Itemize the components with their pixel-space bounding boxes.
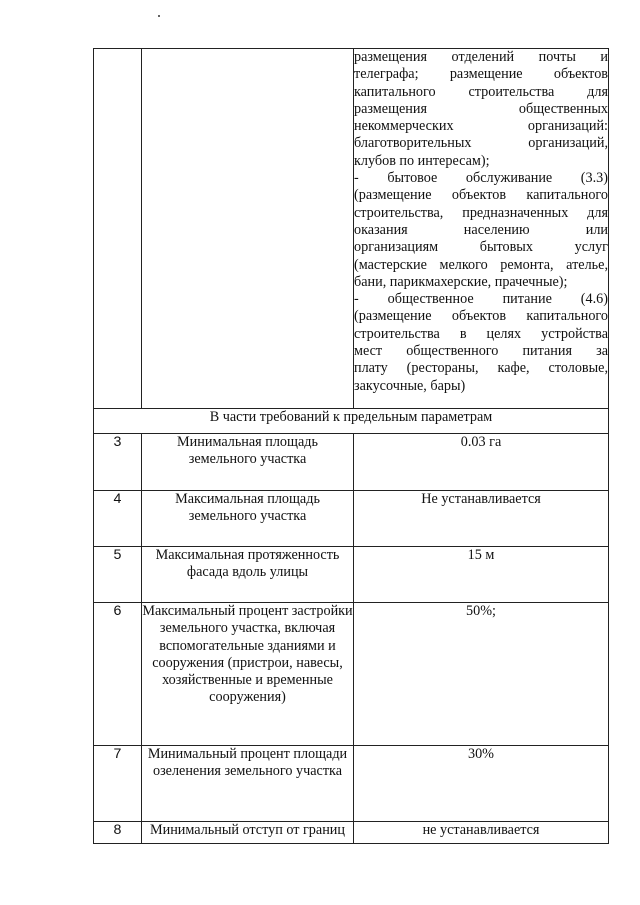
row-number: 4 [94,491,142,547]
text-line: - общественное питание (4.6) [354,291,608,308]
row-number: 5 [94,547,142,603]
text-line: размещения общественных [354,100,608,117]
table-row-continuation [94,49,609,409]
text-line: мест общественного питания за [354,343,608,360]
parameter-value: Не устанавливается [354,491,609,547]
table-row [94,434,609,491]
text-line: капитального строительства для [354,83,608,100]
text-line: оказания населению или [354,221,608,238]
row-number: 8 [94,822,142,844]
parameter-value: 15 м [354,547,609,603]
text-line: бани, парикмахерские, прачечные); [354,273,568,290]
parameter-name: Минимальный процент площади озеленения земельного участка [142,746,354,822]
table-row [94,603,609,746]
text-line: (размещение объектов капитального [354,308,608,325]
parameter-name: Минимальный отступ от границ [142,822,354,844]
row-number: 3 [94,434,142,491]
row-number: 7 [94,746,142,822]
parameter-name: Минимальная площадь земельного участка [142,434,354,491]
parameter-value: 50%; [354,603,609,746]
parameter-name: Максимальная площадь земельного участка [142,491,354,547]
section-title: В части требований к предельным параметрам [94,409,609,434]
text-line: - бытовое обслуживание (3.3) [354,170,608,187]
text-line: (мастерские мелкого ремонта, ателье, [354,256,608,273]
section-header-row [94,409,609,434]
text-line: строительства, предназначенных для [354,204,608,221]
row-number: 6 [94,603,142,746]
cell-name-empty [142,49,354,409]
scan-speck [158,15,160,17]
parameter-value: не устанавливается [354,822,609,844]
text-line: плату (рестораны, кафе, столовые, [354,360,608,377]
parameter-value: 30% [354,746,609,822]
text-line: некоммерческих организаций: [354,118,608,135]
text-line: закусочные, бары) [354,377,466,394]
text-line: размещения отделений почты и [354,49,608,65]
text-line: телеграфа; размещение объектов [354,66,608,83]
text-line: клубов по интересам); [354,152,490,169]
regulations-table [93,48,609,844]
table-row [94,491,609,547]
text-line: благотворительных организаций, [354,135,608,152]
cell-permitted-uses [354,49,609,409]
parameter-name: Максимальный процент застройки земельного участка, включая вспомогательные зданиями и сооружения (пристрои, навесы, хозяйственные и временные сооружения) [142,603,354,746]
table-row [94,547,609,603]
text-line: строительства в целях устройства [354,325,608,342]
cell-number-empty [94,49,142,409]
table-row [94,746,609,822]
parameter-value: 0.03 га [354,434,609,491]
table-row [94,822,609,844]
text-line: (размещение объектов капитального [354,187,608,204]
parameter-name: Максимальная протяженность фасада вдоль улицы [142,547,354,603]
text-line: организациям бытовых услуг [354,239,608,256]
